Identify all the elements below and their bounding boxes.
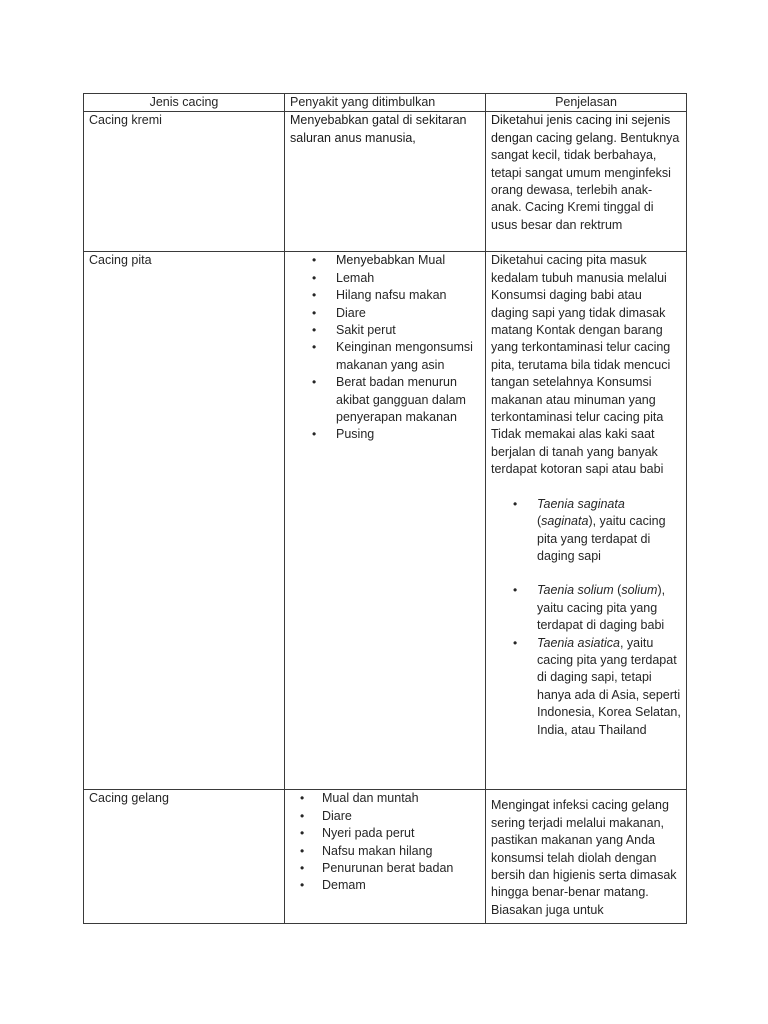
species-alias: solium: [621, 583, 658, 598]
worm-disease-table: [83, 93, 687, 924]
table-header-row: [84, 94, 687, 112]
cell-explanation: [486, 252, 687, 790]
explanation-text: Mengingat infeksi cacing gelang sering terjadi melalui makanan, pastikan makanan yang Anda konsumsi telah diolah dengan bersih dan higienis serta dimasak hingga benar-benar matang. Biasakan juga untuk: [491, 798, 677, 917]
species-name: Taenia saginata: [537, 496, 625, 511]
explanation-rest: Bentuknya sangat kecil, tidak berbahaya, tetapi sangat umum menginfeksi orang dewasa, terlebih anak-anak. Cacing Kremi tinggal di usus besar dan rektrum: [491, 130, 680, 232]
cell-symptoms: [285, 790, 486, 924]
list-item: • Lemah: [336, 270, 480, 287]
list-item: • Nafsu makan hilang: [322, 843, 480, 860]
explanation-lead: Diketahui jenis cacing ini sejenis dengan cacing gelang.: [491, 113, 671, 145]
cell-worm-type: Cacing pita: [84, 252, 285, 790]
list-item: [537, 635, 681, 739]
list-item: • Demam: [322, 877, 480, 894]
species-alias: saginata: [541, 514, 589, 529]
list-item: • Hilang nafsu makan: [336, 287, 480, 304]
list-item: [537, 496, 681, 566]
symptom-rest: Mual: [414, 253, 446, 268]
list-item: • Sakit perut: [336, 322, 480, 339]
table-row: [84, 790, 687, 924]
table-row: [84, 252, 687, 790]
symptom-lead: Menyebabkan: [336, 253, 415, 268]
cell-disease: Menyebabkan gatal di sekitaran saluran anus manusia,: [285, 112, 486, 252]
list-item: • Pusing: [336, 426, 480, 443]
cell-symptoms: [285, 252, 486, 790]
cell-worm-type: Cacing kremi: [84, 112, 285, 252]
table-row: [84, 112, 687, 252]
list-item: • Diare: [336, 305, 480, 322]
cell-worm-type: Cacing gelang: [84, 790, 285, 924]
list-item: [336, 252, 480, 269]
list-item: • Nyeri pada perut: [322, 825, 480, 842]
species-name: Taenia solium: [537, 583, 614, 598]
list-item: • Berat badan menurun akibat gangguan dalam penyerapan makanan: [336, 374, 480, 426]
symptom-list: [290, 790, 480, 894]
species-paren-open: (: [537, 514, 542, 529]
header-penjelasan: Penjelasan: [486, 94, 687, 112]
species-paren-open: (: [613, 583, 622, 598]
species-description: , yaitu cacing pita yang terdapat di daging sapi, tetapi hanya ada di Asia, seperti Indonesia, Korea Selatan, India, atau Thailand: [537, 635, 681, 737]
list-item: • Diare: [322, 808, 480, 825]
list-item: • Keinginan mengonsumsi makanan yang asin: [336, 339, 480, 374]
species-list: [491, 496, 681, 739]
species-description: ), yaitu cacing pita yang terdapat di daging sapi: [537, 514, 666, 563]
explanation-text: Diketahui cacing pita masuk kedalam tubuh manusia melalui Konsumsi daging babi atau daging sapi yang tidak dimasak matang Kontak dengan barang yang terkontaminasi telur cacing pita, terutama bila tidak mencuci tangan setelahnya Konsumsi makanan atau minuman yang terkontaminasi telur cacing pita Tidak memakai alas kaki saat berjalan di tanah yang banyak terdapat kotoran sapi atau babi: [491, 253, 671, 477]
species-description: ), yaitu cacing pita yang terdapat di daging babi: [537, 583, 666, 633]
list-item: • Penurunan berat badan: [322, 860, 480, 877]
header-jenis-cacing: Jenis cacing: [84, 94, 285, 112]
symptom-list: [290, 252, 480, 443]
list-item: [537, 582, 681, 634]
header-penyakit: Penyakit yang ditimbulkan: [285, 94, 486, 112]
cell-explanation: [486, 790, 687, 924]
list-item: • Mual dan muntah: [322, 790, 480, 807]
cell-explanation: [486, 112, 687, 252]
species-name: Taenia asiatica: [537, 635, 620, 650]
